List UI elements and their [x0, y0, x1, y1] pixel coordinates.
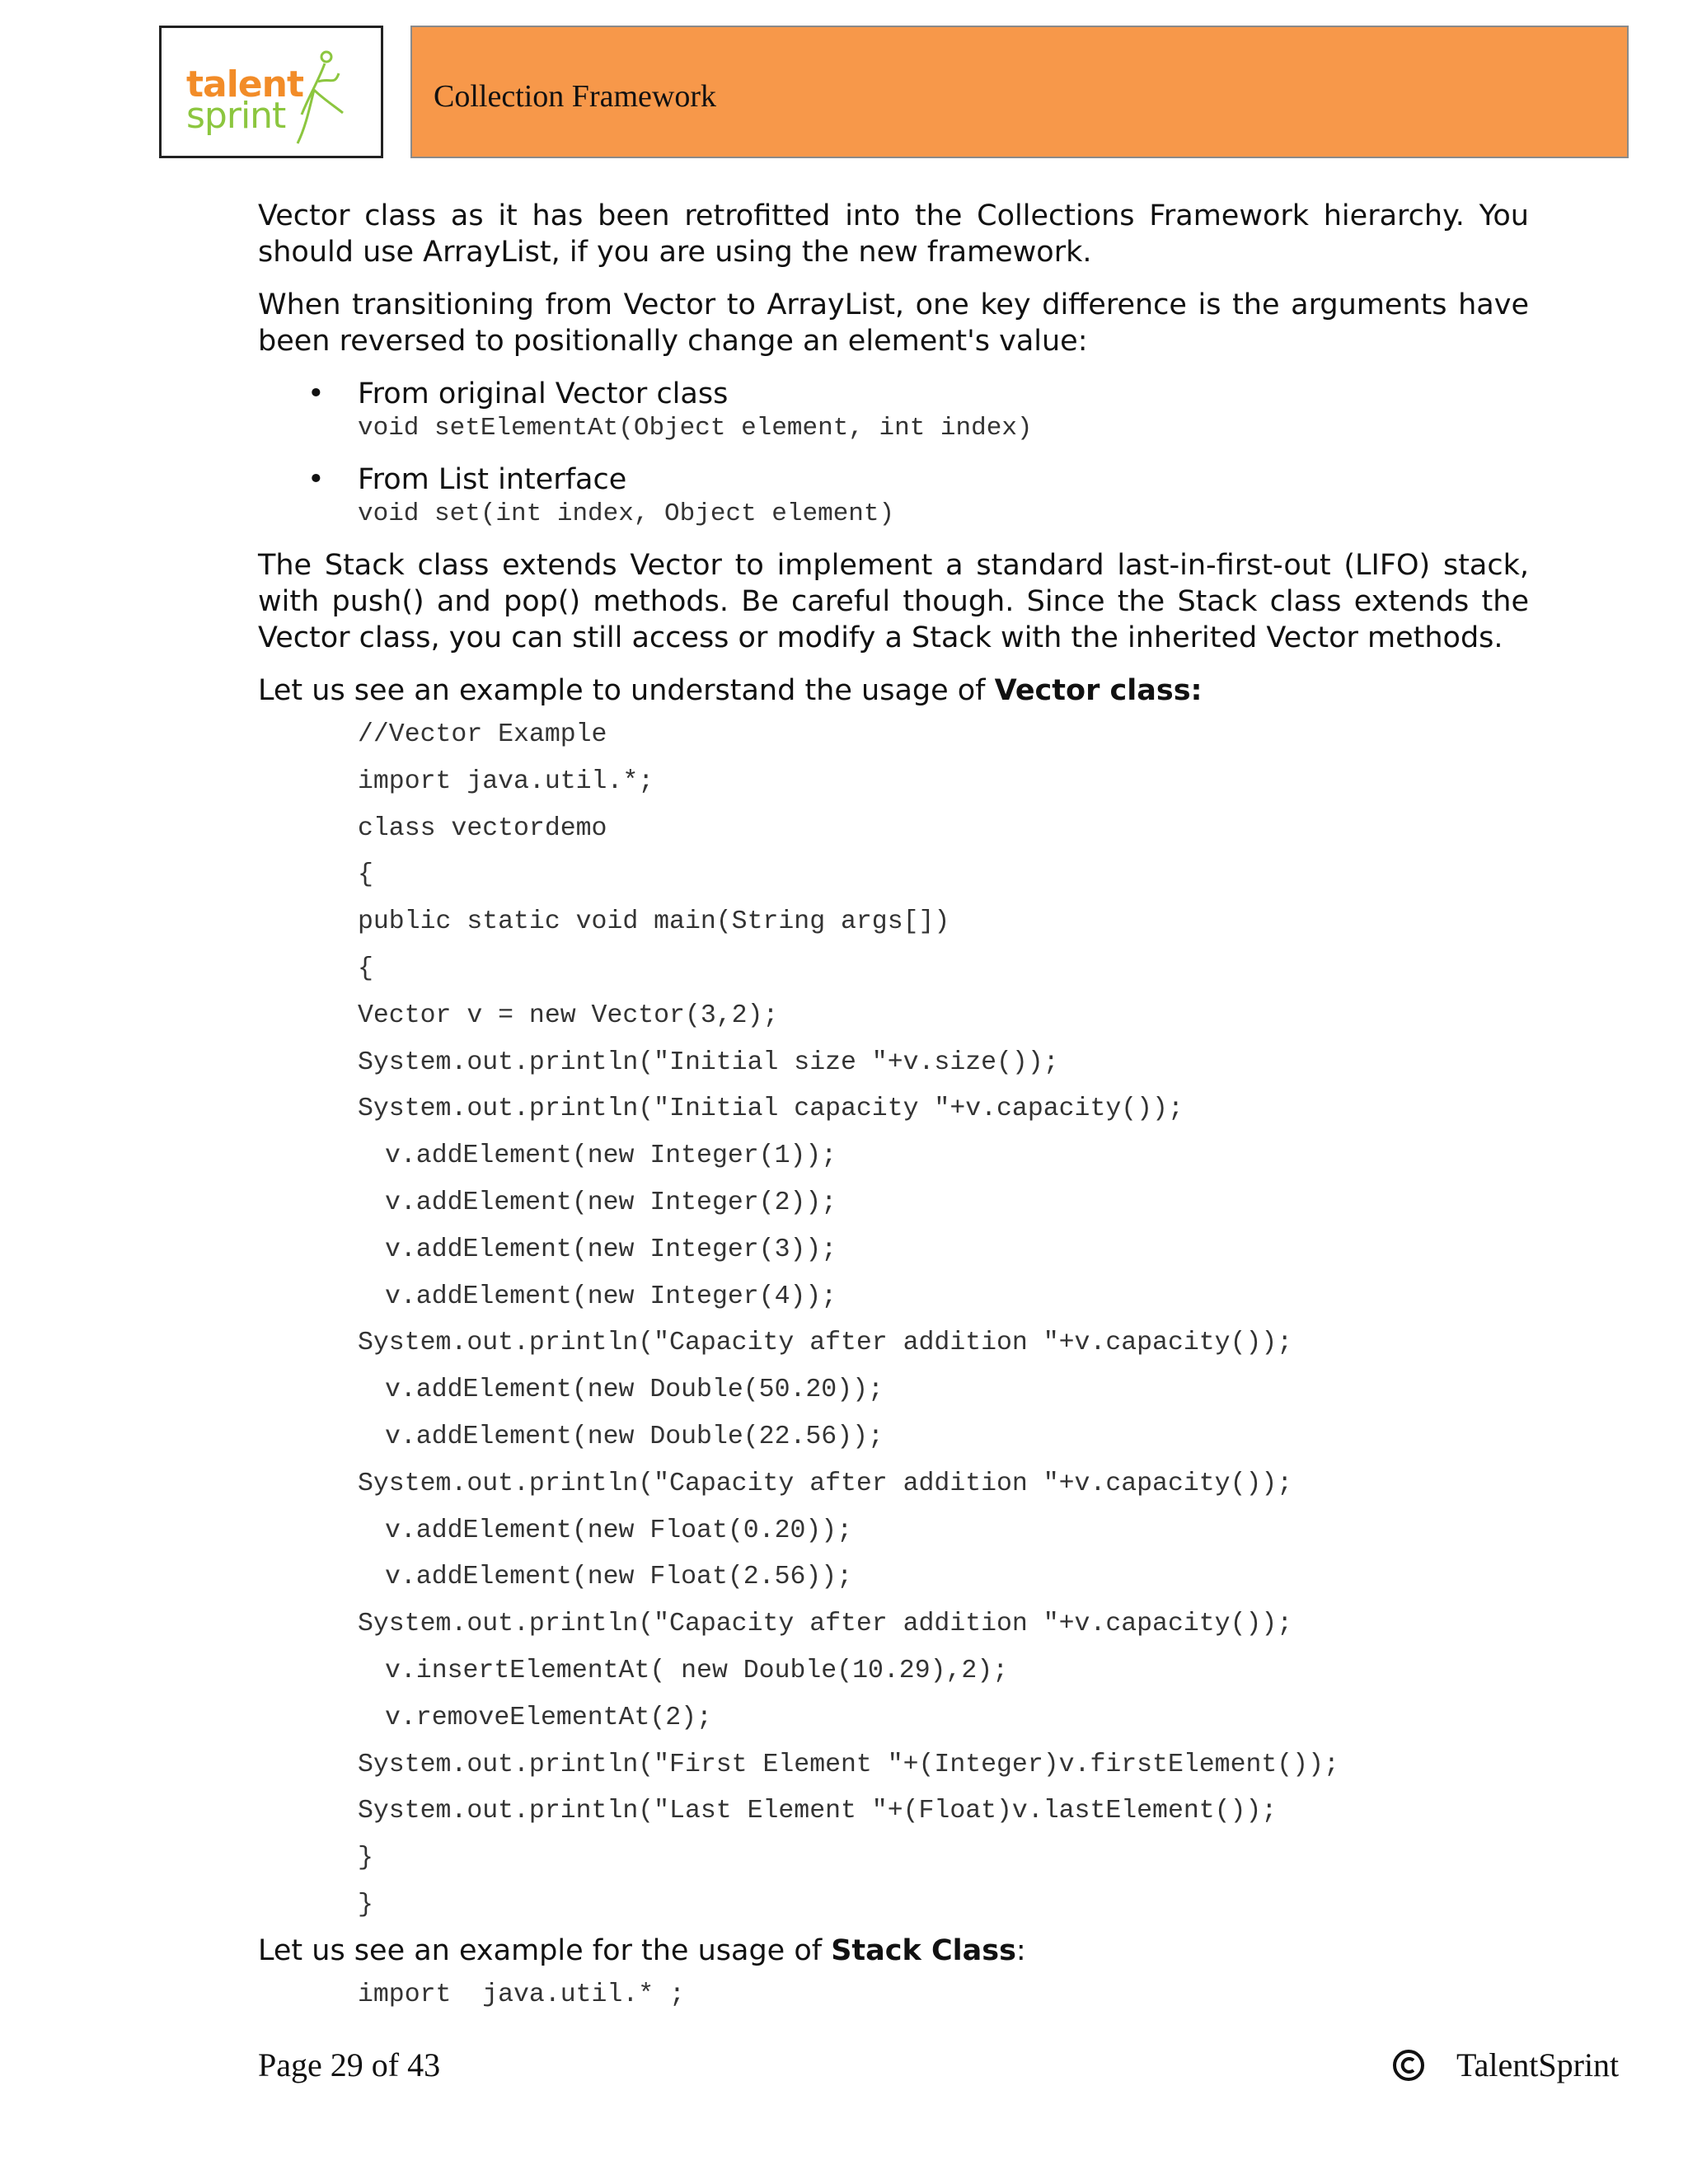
paragraph-vector-retrofit: Vector class as it has been retrofitted into the Collections Framework hierarchy. You should use ArrayList, if you are using the new framework. — [258, 199, 1529, 269]
document-body — [258, 198, 1529, 2019]
intro-text: Let us see an example to understand the usage of — [258, 674, 995, 707]
paragraph-transitioning: When transitioning from Vector to ArrayList, one key difference is the arguments have been reversed to positionally change an element's value: — [258, 288, 1529, 358]
code-line: import java.util.* ; — [358, 1980, 685, 2009]
page-number: Page 29 of 43 — [258, 2046, 441, 2083]
bullet-code: void setElementAt(Object element, int index) — [358, 414, 1033, 443]
bullet-icon: • — [307, 377, 325, 410]
bullet-title: From List interface — [358, 463, 627, 496]
code-line: System.out.println("Capacity after addition "+v.capacity()); — [358, 1610, 1293, 1639]
intro-text: Let us see an example for the usage of — [258, 1933, 832, 1967]
code-line: System.out.println("Initial capacity "+v.capacity()); — [358, 1094, 1184, 1124]
code-line: { — [358, 954, 373, 983]
code-line: v.addElement(new Float(0.20)); — [385, 1516, 853, 1545]
code-line: v.addElement(new Double(50.20)); — [385, 1376, 884, 1405]
code-line: { — [358, 860, 373, 890]
intro-suffix: : — [1015, 1933, 1026, 1967]
code-line: Vector v = new Vector(3,2); — [358, 1001, 779, 1030]
bullet-code: void set(int index, Object element) — [358, 499, 895, 528]
logo-word-sprint: sprint — [186, 95, 286, 137]
bullet-icon: • — [307, 463, 325, 496]
header-bar — [410, 26, 1629, 158]
code-line: System.out.println("Capacity after addition "+v.capacity()); — [358, 1329, 1293, 1358]
code-line: System.out.println("First Element "+(Integer)v.firstElement()); — [358, 1750, 1339, 1779]
list-item — [258, 376, 1529, 445]
code-line: v.addElement(new Integer(1)); — [385, 1141, 837, 1171]
paragraph-vector-example-intro — [258, 673, 1529, 709]
paragraph-stack-example-intro — [258, 1933, 1529, 1969]
intro-bold: Vector class: — [994, 674, 1203, 707]
code-line: v.addElement(new Integer(4)); — [385, 1282, 837, 1311]
code-line: class vectordemo — [358, 813, 607, 843]
stack-code-block — [258, 1972, 1529, 2019]
logo-word-talent: talent — [186, 63, 304, 105]
bullet-list — [258, 376, 1529, 531]
code-line: v.removeElementAt(2); — [385, 1703, 712, 1732]
runner-figure-icon — [285, 49, 351, 148]
code-line: public static void main(String args[]) — [358, 907, 950, 937]
page-title: Collection Framework — [434, 79, 716, 114]
code-line: v.addElement(new Integer(3)); — [385, 1235, 837, 1264]
footer-brand — [1392, 2046, 1619, 2084]
copyright-icon — [1392, 2049, 1425, 2082]
paragraph-stack-class: The Stack class extends Vector to implement a standard last-in-first-out (LIFO) stack, with push() and pop() methods. Be careful though. Since the Stack class extends the Vector class, you can still access or modify a Stack with the inherited Vector methods. — [258, 549, 1529, 654]
list-item — [258, 462, 1529, 531]
code-line: } — [358, 1844, 373, 1873]
bullet-title: From original Vector class — [358, 377, 729, 410]
code-line: v.addElement(new Float(2.56)); — [385, 1563, 853, 1592]
code-line: System.out.println("Initial size "+v.size()); — [358, 1047, 1059, 1077]
talentsprint-logo — [159, 26, 383, 158]
code-line: //Vector Example — [358, 720, 607, 749]
code-line: System.out.println("Capacity after addition "+v.capacity()); — [358, 1469, 1293, 1498]
code-line: v.addElement(new Integer(2)); — [385, 1188, 837, 1217]
code-line: import java.util.*; — [358, 766, 654, 796]
code-line: v.insertElementAt( new Double(10.29),2); — [385, 1656, 1009, 1685]
intro-bold: Stack Class — [831, 1933, 1016, 1967]
brand-name: TalentSprint — [1456, 2046, 1620, 2083]
code-line: v.addElement(new Double(22.56)); — [385, 1422, 884, 1451]
vector-code-block — [258, 712, 1529, 1929]
code-line: System.out.println("Last Element "+(Float)v.lastElement()); — [358, 1797, 1278, 1826]
code-line: } — [358, 1890, 373, 1919]
